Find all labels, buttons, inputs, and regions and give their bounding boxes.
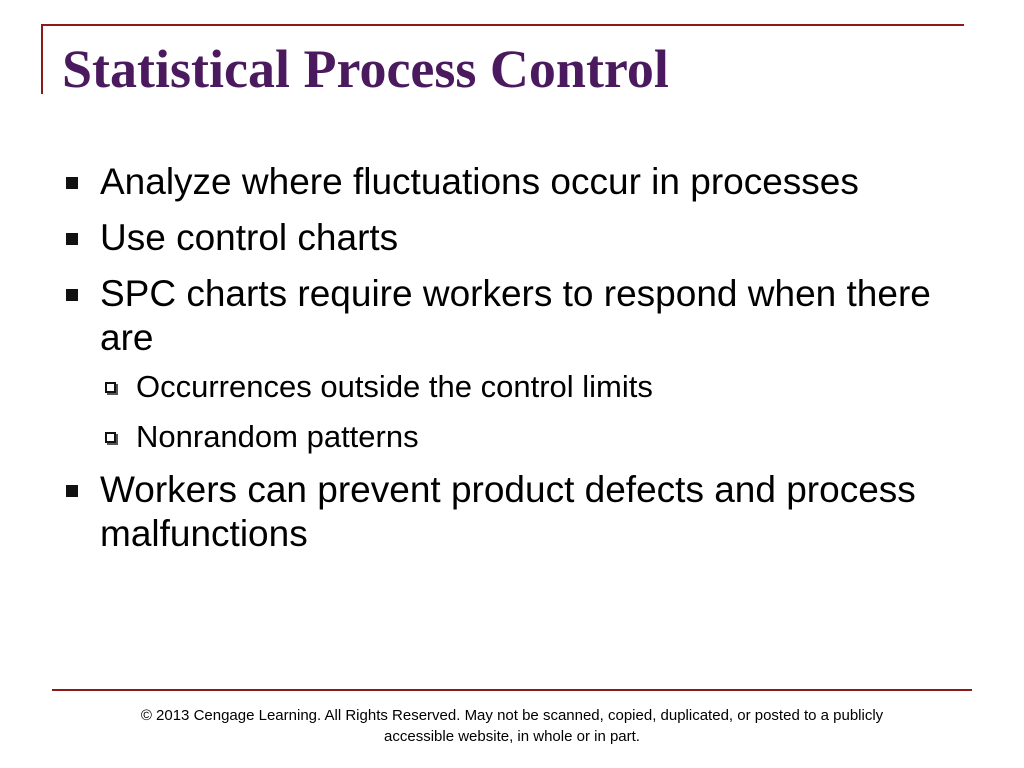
sub-bullet-text: Nonrandom patterns: [136, 419, 419, 454]
title-frame-top-rule: [41, 24, 964, 26]
sub-bullet-item: [62, 368, 982, 406]
bullet-list: [62, 160, 982, 568]
copyright-line-1: © 2013 Cengage Learning. All Rights Reserved. May not be scanned, copied, duplicated, or posted to a publicly: [140, 707, 884, 724]
sub-bullet-list: [62, 368, 982, 456]
filled-square-bullet-icon: [66, 233, 78, 245]
filled-square-bullet-icon: [66, 485, 78, 497]
sub-bullet-item: [62, 418, 982, 456]
title-frame-left-rule: [41, 24, 43, 94]
hollow-square-bullet-icon: [105, 432, 116, 443]
slide-title: Statistical Process Control: [62, 39, 669, 99]
filled-square-bullet-icon: [66, 177, 78, 189]
bullet-item: [62, 468, 982, 556]
copyright-line-2: accessible website, in whole or in part.: [384, 728, 640, 745]
bullet-text: Workers can prevent product defects and process malfunctions: [100, 469, 916, 554]
footer-rule: [52, 689, 972, 691]
filled-square-bullet-icon: [66, 289, 78, 301]
bullet-item: [62, 272, 982, 360]
sub-bullet-text: Occurrences outside the control limits: [136, 369, 653, 404]
copyright-footer: [52, 705, 972, 747]
hollow-square-bullet-icon: [105, 382, 116, 393]
bullet-item: [62, 216, 982, 260]
bullet-item: [62, 160, 982, 204]
bullet-text: SPC charts require workers to respond when there are: [100, 273, 931, 358]
bullet-text: Analyze where fluctuations occur in processes: [100, 161, 859, 202]
bullet-text: Use control charts: [100, 217, 399, 258]
